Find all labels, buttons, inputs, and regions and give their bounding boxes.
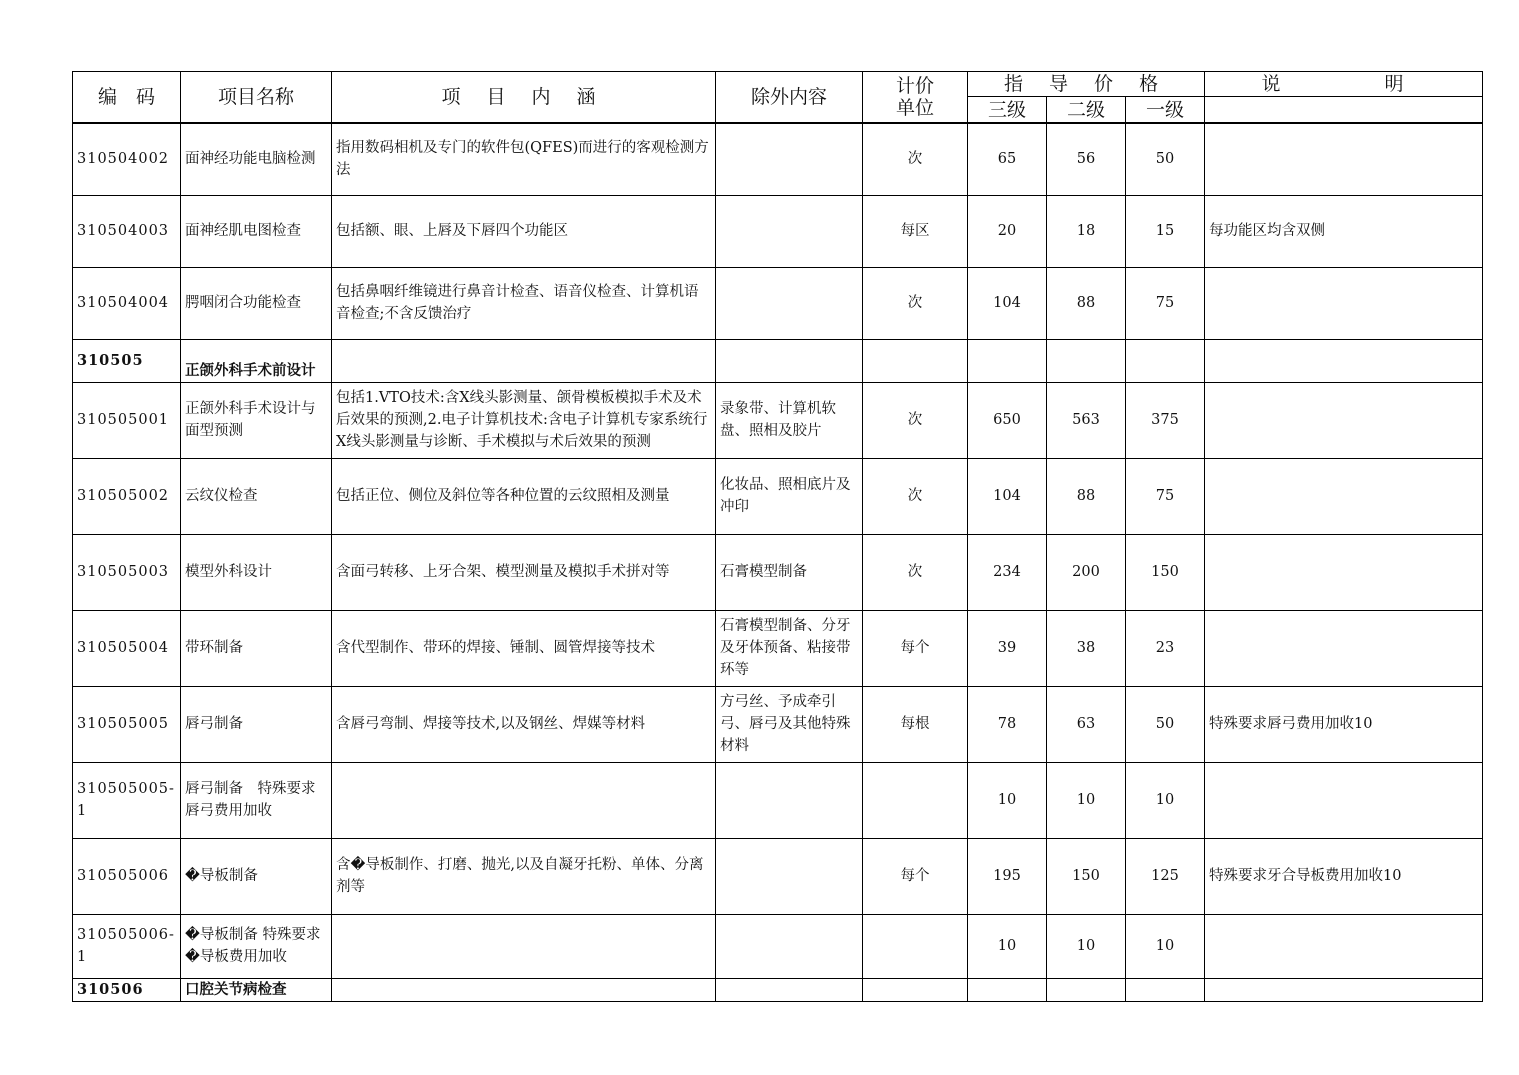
price-level2: 10 xyxy=(1047,914,1126,978)
item-content: 包括额、眼、上唇及下唇四个功能区 xyxy=(332,195,716,267)
item-name: �导板制备 xyxy=(181,838,332,914)
item-exclusions xyxy=(716,914,863,978)
item-content-text: 包括1.VTO技术:含X线头影测量、颌骨模板模拟手术及术后效果的预测,2.电子计算机技术:含电子计算机专家系统行X线头影测量与诊断、手术模拟与术后效果的预测 xyxy=(336,390,708,450)
price-level1: 50 xyxy=(1126,686,1205,762)
item-content: 含代型制作、带环的焊接、锤制、圆管焊接等技术 xyxy=(332,610,716,686)
item-code: 310505005-1 xyxy=(73,762,181,838)
price-level3: 104 xyxy=(968,267,1047,339)
item-content: 含面弓转移、上牙合架、模型测量及模拟手术拼对等 xyxy=(332,534,716,610)
col-header-unit: 计价 单位 xyxy=(863,72,968,124)
item-code: 310505006-1 xyxy=(73,914,181,978)
table-row xyxy=(73,914,1483,978)
price-level3: 195 xyxy=(968,838,1047,914)
item-exclusions: 录象带、计算机软盘、照相及胶片 xyxy=(716,382,863,458)
item-content: 含�导板制作、打磨、抛光,以及自凝牙托粉、单体、分离剂等 xyxy=(332,838,716,914)
col-header-content: 项 目 内 涵 xyxy=(332,72,716,124)
item-name: 唇弓制备 xyxy=(181,686,332,762)
price-level3 xyxy=(968,978,1047,1001)
price-level1: 75 xyxy=(1126,458,1205,534)
col-header-exclusions: 除外内容 xyxy=(716,72,863,124)
table-row xyxy=(73,123,1483,195)
item-unit: 次 xyxy=(863,123,968,195)
col-header-level2: 二级 xyxy=(1047,97,1126,124)
item-name: 带环制备 xyxy=(181,610,332,686)
price-level2: 150 xyxy=(1047,838,1126,914)
price-level2: 56 xyxy=(1047,123,1126,195)
table-row xyxy=(73,458,1483,534)
item-code: 310504003 xyxy=(73,195,181,267)
item-exclusions xyxy=(716,339,863,382)
item-note xyxy=(1205,339,1483,382)
item-name: 模型外科设计 xyxy=(181,534,332,610)
item-exclusions xyxy=(716,762,863,838)
table-row xyxy=(73,686,1483,762)
item-name: 腭咽闭合功能检查 xyxy=(181,267,332,339)
item-content: 指用数码相机及专门的软件包(QFES)而进行的客观检测方法 xyxy=(332,123,716,195)
item-exclusions xyxy=(716,123,863,195)
item-unit xyxy=(863,339,968,382)
item-note xyxy=(1205,534,1483,610)
item-content: 包括鼻咽纤维镜进行鼻音计检查、语音仪检查、计算机语音检查;不含反馈治疗 xyxy=(332,267,716,339)
item-content xyxy=(332,978,716,1001)
col-header-code: 编 码 xyxy=(73,72,181,124)
item-unit: 每根 xyxy=(863,686,968,762)
price-level3: 10 xyxy=(968,914,1047,978)
item-name: 唇弓制备 特殊要求唇弓费用加收 xyxy=(181,762,332,838)
item-exclusions: 方弓丝、予成牵引弓、唇弓及其他特殊材料 xyxy=(716,686,863,762)
item-note xyxy=(1205,267,1483,339)
table-row xyxy=(73,534,1483,610)
col-header-note: 说 明 xyxy=(1205,72,1483,97)
item-name: �导板制备 特殊要求�导板费用加收 xyxy=(181,914,332,978)
item-name: 云纹仪检查 xyxy=(181,458,332,534)
item-unit xyxy=(863,762,968,838)
item-unit: 次 xyxy=(863,458,968,534)
price-level3: 104 xyxy=(968,458,1047,534)
price-level1 xyxy=(1126,978,1205,1001)
table-row xyxy=(73,762,1483,838)
item-unit: 每个 xyxy=(863,610,968,686)
table-row xyxy=(73,267,1483,339)
item-unit xyxy=(863,914,968,978)
section-name: 正颌外科手术前设计 xyxy=(181,339,332,382)
price-level1: 15 xyxy=(1126,195,1205,267)
item-exclusions: 石膏模型制备 xyxy=(716,534,863,610)
item-note xyxy=(1205,762,1483,838)
section-row xyxy=(73,978,1483,1001)
table-row xyxy=(73,610,1483,686)
item-code: 310505001 xyxy=(73,382,181,458)
item-code: 310505005 xyxy=(73,686,181,762)
item-name: 面神经肌电图检查 xyxy=(181,195,332,267)
price-level3: 78 xyxy=(968,686,1047,762)
table-row xyxy=(73,382,1483,458)
item-content xyxy=(332,339,716,382)
item-unit: 每个 xyxy=(863,838,968,914)
item-exclusions xyxy=(716,838,863,914)
price-level1: 23 xyxy=(1126,610,1205,686)
item-code: 310505002 xyxy=(73,458,181,534)
price-level2: 200 xyxy=(1047,534,1126,610)
item-exclusions xyxy=(716,267,863,339)
item-unit: 每区 xyxy=(863,195,968,267)
price-level2: 38 xyxy=(1047,610,1126,686)
section-row xyxy=(73,339,1483,382)
col-header-name: 项目名称 xyxy=(181,72,332,124)
price-level1: 10 xyxy=(1126,914,1205,978)
item-code: 310505003 xyxy=(73,534,181,610)
price-level2: 563 xyxy=(1047,382,1126,458)
item-note: 特殊要求唇弓费用加收10 xyxy=(1205,686,1483,762)
item-note xyxy=(1205,914,1483,978)
item-name: 面神经功能电脑检测 xyxy=(181,123,332,195)
item-exclusions xyxy=(716,978,863,1001)
price-level3: 39 xyxy=(968,610,1047,686)
price-level1: 10 xyxy=(1126,762,1205,838)
price-level1: 150 xyxy=(1126,534,1205,610)
item-note xyxy=(1205,382,1483,458)
item-code: 310505004 xyxy=(73,610,181,686)
item-unit xyxy=(863,978,968,1001)
price-table xyxy=(72,71,1483,1002)
item-code: 310505006 xyxy=(73,838,181,914)
item-content: 含唇弓弯制、焊接等技术,以及钢丝、焊媒等材料 xyxy=(332,686,716,762)
price-level3: 65 xyxy=(968,123,1047,195)
col-header-level3: 三级 xyxy=(968,97,1047,124)
table-row xyxy=(73,195,1483,267)
price-level1: 50 xyxy=(1126,123,1205,195)
section-code: 310505 xyxy=(73,339,181,382)
item-unit: 次 xyxy=(863,382,968,458)
item-unit: 次 xyxy=(863,267,968,339)
section-name: 口腔关节病检查 xyxy=(181,978,332,1001)
item-note xyxy=(1205,610,1483,686)
table-row xyxy=(73,838,1483,914)
col-header-note-blank xyxy=(1205,97,1483,124)
price-level3: 10 xyxy=(968,762,1047,838)
item-note: 特殊要求牙合导板费用加收10 xyxy=(1205,838,1483,914)
price-level3 xyxy=(968,339,1047,382)
item-code: 310504004 xyxy=(73,267,181,339)
price-level2: 18 xyxy=(1047,195,1126,267)
item-content xyxy=(332,762,716,838)
item-note xyxy=(1205,978,1483,1001)
item-exclusions: 石膏模型制备、分牙及牙体预备、粘接带环等 xyxy=(716,610,863,686)
col-header-price-group: 指 导 价 格 xyxy=(968,72,1205,97)
item-code: 310504002 xyxy=(73,123,181,195)
price-level3: 234 xyxy=(968,534,1047,610)
item-content: 包括正位、侧位及斜位等各种位置的云纹照相及测量 xyxy=(332,458,716,534)
price-level2 xyxy=(1047,339,1126,382)
price-level3: 650 xyxy=(968,382,1047,458)
price-level1: 375 xyxy=(1126,382,1205,458)
price-level1: 75 xyxy=(1126,267,1205,339)
item-note: 每功能区均含双侧 xyxy=(1205,195,1483,267)
price-level2 xyxy=(1047,978,1126,1001)
item-exclusions: 化妆品、照相底片及冲印 xyxy=(716,458,863,534)
item-unit: 次 xyxy=(863,534,968,610)
price-level2: 88 xyxy=(1047,267,1126,339)
price-level2: 10 xyxy=(1047,762,1126,838)
price-level3: 20 xyxy=(968,195,1047,267)
col-header-level1: 一级 xyxy=(1126,97,1205,124)
item-exclusions xyxy=(716,195,863,267)
price-level2: 63 xyxy=(1047,686,1126,762)
price-level1 xyxy=(1126,339,1205,382)
price-level1: 125 xyxy=(1126,838,1205,914)
price-level2: 88 xyxy=(1047,458,1126,534)
item-note xyxy=(1205,123,1483,195)
section-code: 310506 xyxy=(73,978,181,1001)
item-content xyxy=(332,382,716,458)
item-content xyxy=(332,914,716,978)
item-note xyxy=(1205,458,1483,534)
item-name: 正颌外科手术设计与面型预测 xyxy=(181,382,332,458)
